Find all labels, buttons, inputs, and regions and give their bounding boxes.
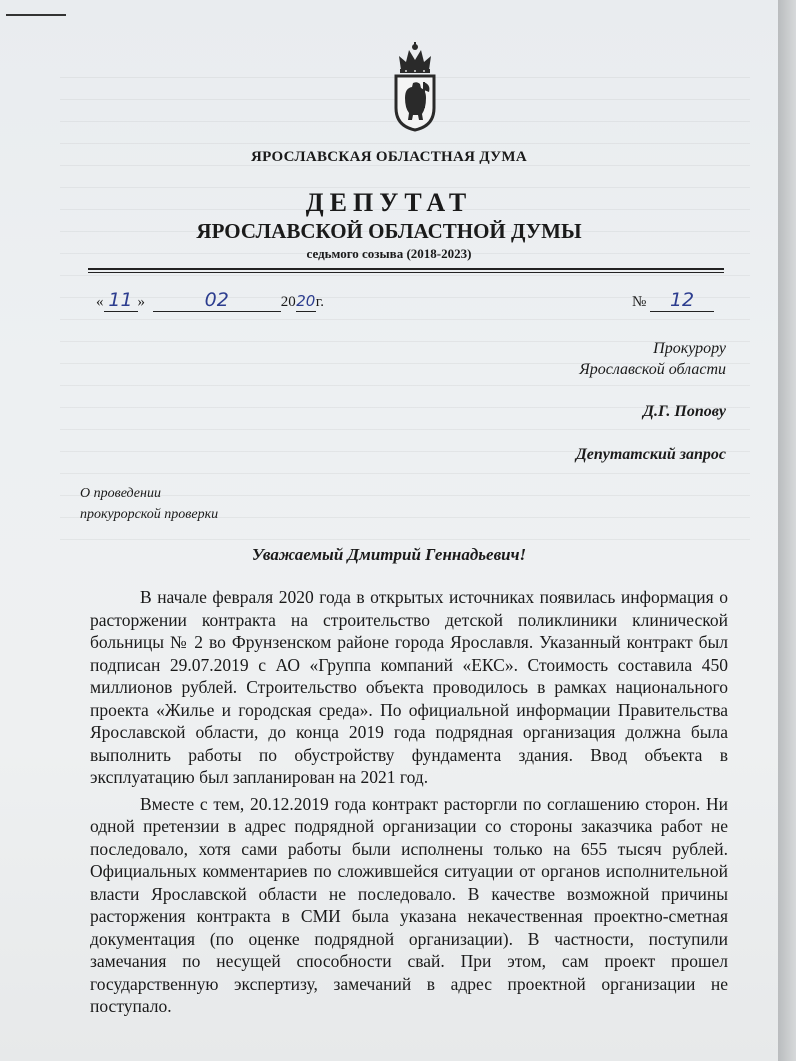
date-close-quote: » — [137, 294, 145, 310]
date-year-suffix: 20 — [296, 292, 316, 310]
subject-line2: прокурорской проверки — [80, 507, 219, 522]
number-field — [650, 289, 714, 312]
header-rule-thin — [88, 272, 724, 273]
date-month-field — [153, 289, 281, 312]
addressee-line1: Прокурору — [653, 340, 726, 357]
header-rule-thick — [88, 268, 724, 270]
deputy-subtitle: ЯРОСЛАВСКОЙ ОБЛАСТНОЙ ДУМЫ — [196, 219, 582, 243]
deputy-title: ДЕПУТАТ — [305, 188, 473, 217]
top-mark — [6, 14, 66, 16]
date-year-prefix: 20 — [280, 294, 296, 310]
subject — [80, 483, 218, 525]
number-label: № — [632, 294, 647, 310]
date-year-end: г. — [315, 294, 324, 310]
date-year-field — [296, 292, 316, 312]
page-edge — [778, 0, 796, 1061]
yaroslavl-coat-of-arms-icon — [393, 40, 437, 132]
document-number-line — [632, 289, 714, 312]
date-day: 11 — [108, 289, 133, 311]
letter-body — [90, 586, 728, 1022]
body-paragraph-2: Вместе с тем, 20.12.2019 года контракт расторгли по соглашению сторон. Ни одной претензии в адрес подрядной организации со стороны заказчика работ не последовало, хотя сами работы были исполнены только на 655 тысяч рублей. Официальных комментариев по сложившейся ситуации от органов исполнительной власти Ярославской области не последовало. В качестве возможной причины расторжения контракта в СМИ была указана некачественная проектно-сметная документация (по оценке подрядной организации). В частности, поступили замечания по несущей способности свай. При этом, сам проект прошел государственную экспертизу, замечаний в адрес проектной организации не поступало. — [90, 793, 728, 1016]
date-line — [96, 289, 324, 312]
salutation: Уважаемый Дмитрий Геннадьевич! — [251, 545, 527, 564]
body-paragraph-1: В начале февраля 2020 года в открытых источниках появилась информация о расторжении контракта на строительство детской поликлиники клинической больницы № 2 во Фрунзенском районе города Ярославля. Указанный контракт был подписан 29.07.2019 с АО «Группа компаний «ЕКС». Стоимость составила 450 миллионов рублей. Строительство объекта проводилось в рамках национального проекта «Жилье и городская среда». По официальной информации Правительства Ярославской области, до конца 2019 года подрядная организация должна была выполнить работы по обустройству фундамента здания. Ввод объекта в эксплуатацию был запланирован на 2021 год. — [90, 587, 728, 787]
number-value: 12 — [669, 289, 695, 311]
convocation-label: седьмого созыва (2018-2023) — [306, 246, 472, 261]
subject-line1: О проведении — [80, 486, 161, 501]
date-month: 02 — [204, 289, 229, 311]
date-day-field — [104, 289, 138, 312]
date-open-quote: « — [96, 294, 104, 310]
addressee-line2: Ярославской области — [579, 361, 726, 378]
document-type: Депутатский запрос — [575, 446, 726, 463]
addressee-name: Д.Г. Попову — [643, 403, 726, 420]
organization-name: ЯРОСЛАВСКАЯ ОБЛАСТНАЯ ДУМА — [250, 149, 528, 165]
